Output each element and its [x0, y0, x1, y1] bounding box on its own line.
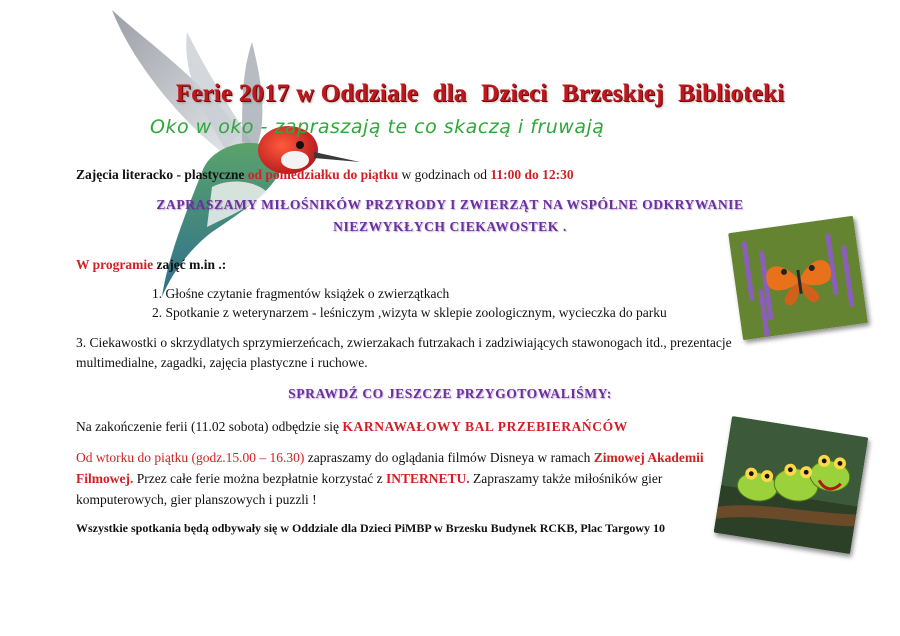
frogs-image [714, 416, 869, 554]
program-item-3-line-2: multimedialne, zagadki, zajęcia plastyczne i ruchowe. [76, 355, 368, 370]
subtitle: Oko w oko - zapraszają te co skaczą i fruwają [150, 116, 605, 138]
poster-title [0, 80, 900, 108]
program-item-2: 2. Spotkanie z weterynarzem - leśniczym ,wizyta w sklepie zoologicznym, wycieczka do parku [152, 305, 667, 320]
film-line-1 [76, 450, 704, 466]
schedule-days: od poniedziałku do piątku [247, 167, 399, 182]
title-part-2: dla [432, 80, 467, 107]
film-text-1: zapraszamy do oglądania filmów Disneya w ramach [307, 450, 591, 465]
film-internet: INTERNETU. [385, 471, 470, 486]
schedule-hours: 11:00 do 12:30 [490, 167, 574, 182]
film-text-2: Przez całe ferie można bezpłatnie korzystać z [136, 471, 383, 486]
schedule-line [76, 167, 574, 183]
program-heading-red: W programie [76, 257, 154, 272]
film-line-2 [76, 471, 662, 487]
finale-line [76, 419, 628, 435]
film-text-3: Zapraszamy także miłośników gier [473, 471, 663, 486]
schedule-label: Zajęcia literacko - plastyczne [76, 167, 245, 182]
finale-highlight: KARNAWAŁOWY BAL PRZEBIERAŃCÓW [342, 419, 628, 434]
film-academy-a: Zimowej Akademii [593, 450, 704, 465]
invite-line-1: ZAPRASZAMY MIŁOŚNIKÓW PRZYRODY I ZWIERZĄT NA WSPÓLNE ODKRYWANIE [156, 197, 744, 212]
title-part-3: Dzieci [480, 80, 548, 107]
schedule-hours-label: w godzinach od [401, 167, 488, 182]
program-item-1: 1. Głośne czytanie fragmentów książek o zwierzątkach [152, 286, 450, 301]
check-heading: SPRAWDŹ CO JESZCZE PRZYGOTOWALIŚMY: [288, 386, 612, 401]
film-line-3: komputerowych, gier planszowych i puzzli ! [76, 492, 317, 507]
program-item-3-line-1: 3. Ciekawostki o skrzydlatych sprzymierzeńcach, zwierzakach futrzakach i zadziwiających stawonogach itd., prezentacje [76, 335, 732, 350]
invite-line-2: NIEZWYKŁYCH CIEKAWOSTEK . [333, 219, 567, 234]
program-heading-rest: zajęć m.in .: [156, 257, 227, 272]
title-part-4: Brzeskiej [561, 80, 664, 107]
footer-note: Wszystkie spotkania będą odbywały się w Oddziale dla Dzieci PiMBP w Brzesku Budynek RCKB, Plac Targowy 10 [76, 521, 666, 535]
title-part-1: Ferie 2017 w Oddziale [175, 80, 419, 107]
title-part-5: Biblioteki [678, 80, 785, 107]
film-academy-b: Filmowej. [76, 471, 134, 486]
program-heading [76, 257, 226, 273]
film-days: Od wtorku do piątku (godz.15.00 – 16.30) [76, 450, 305, 465]
finale-text: Na zakończenie ferii (11.02 sobota) odbędzie się [76, 419, 340, 434]
